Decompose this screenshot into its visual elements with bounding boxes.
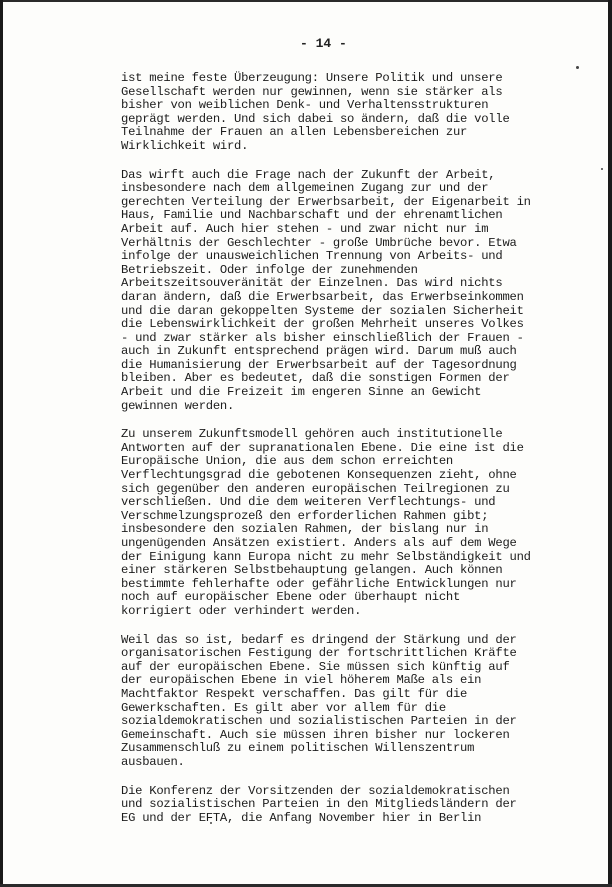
text-line: Teilnahme der Frauen an allen Lebensbereichen zur xyxy=(121,125,468,140)
text-line: und sozialistischen Parteien in den Mitgliedsländern der xyxy=(121,797,517,812)
text-line: Gemeinschaft. Auch sie müssen ihren bisher nur lockeren xyxy=(121,727,510,742)
text-line: Das wirft auch die Frage nach der Zukunft der Arbeit, xyxy=(121,167,496,182)
text-line: bestimmte fehlerhafte oder gefährliche Entwicklungen nur xyxy=(121,576,517,591)
text-line: Antworten auf der supranationalen Ebene. Die eine ist die xyxy=(121,440,524,455)
text-line: insbesondere nach dem allgemeinen Zugang zur und der xyxy=(121,181,489,196)
text-line: ungenügenden Ansätzen existiert. Anders als auf dem Wege xyxy=(121,536,517,550)
text-line: auf der europäischen Ebene. Sie müssen sich künftig auf xyxy=(121,659,510,674)
text-line: Arbeit auf. Auch hier stehen - und zwar nicht nur im xyxy=(121,221,489,236)
text-line: Verhältnis der Geschlechter - große Umbrüche bevor. Etwa xyxy=(121,235,517,250)
text-line: infolge der unausweichlichen Trennung von Arbeits- und xyxy=(121,249,503,264)
scan-speck xyxy=(601,168,603,170)
paragraph xyxy=(121,72,551,154)
text-line: daran ändern, daß die Erwerbsarbeit, das Erwerbseinkommen xyxy=(121,289,524,304)
text-line: Wirklichkeit wird. xyxy=(121,138,249,153)
scan-edge-top xyxy=(0,0,612,2)
text-line: EG und der EFTA, die Anfang November hier in Berlin xyxy=(121,810,482,825)
text-line: noch auf europäischer Ebene oder überhaupt nicht xyxy=(121,590,461,605)
text-line: Verschmelzungsprozeß den erforderlichen Rahmen gibt; xyxy=(121,508,489,523)
text-line: Europäische Union, die aus dem schon erreichten xyxy=(121,454,453,469)
document-body xyxy=(121,72,551,840)
text-line: sozialdemokratischen und sozialistischen Parteien in der xyxy=(121,714,517,729)
text-line: Weil das so ist, bedarf es dringend der Stärkung und der xyxy=(121,632,517,647)
text-line: sich gegenüber den anderen europäischen Teilregionen zu xyxy=(121,481,510,496)
text-line: Gewerkschaften. Es gilt aber vor allem für die xyxy=(121,700,446,715)
text-line: der europäischen Ebene in viel höherem Maße als ein xyxy=(121,673,482,688)
text-line: Machtfaktor Respekt verschaffen. Das gilt für die xyxy=(121,686,468,701)
paragraph xyxy=(121,785,551,826)
text-line: der Einigung kann Europa nicht zu mehr Selbständigkeit und xyxy=(121,549,531,564)
text-line: korrigiert oder verhindert werden. xyxy=(121,603,362,618)
text-line: Verflechtungsgrad die gebotenen Konsequenzen zieht, ohne xyxy=(121,468,517,483)
text-line: insbesondere den sozialen Rahmen, der bislang nur in xyxy=(121,522,489,537)
text-line: Zusammenschluß zu einem politischen Willenszentrum xyxy=(121,741,475,756)
text-line: gewinnen werden. xyxy=(121,398,235,413)
text-line: Die Konferenz der Vorsitzenden der sozialdemokratischen xyxy=(121,783,510,798)
text-line: Arbeit und die Freizeit im engeren Sinne an Gewicht xyxy=(121,385,482,400)
text-line: Arbeitszeitsouveränität der Einzelnen. Das wird nichts xyxy=(121,276,503,291)
text-line: die Lebenswirklichkeit der großen Mehrheit unseres Volkes xyxy=(121,317,524,332)
text-line: - und zwar stärker als bisher einschließlich der Frauen - xyxy=(121,330,524,345)
text-line: die Humanisierung der Erwerbsarbeit auf der Tagesordnung xyxy=(121,357,517,372)
text-line: Betriebszeit. Oder infolge der zunehmenden xyxy=(121,262,418,277)
text-line: Haus, Familie und Nachbarschaft und der ehrenamtlichen xyxy=(121,208,503,223)
text-line: einer stärkeren Selbstbehauptung gelangen. Auch können xyxy=(121,563,503,578)
text-line: verschließen. Und die dem weiteren Verflechtungs- und xyxy=(121,495,496,510)
text-line: Gesellschaft werden nur gewinnen, wenn sie stärker als xyxy=(121,84,503,99)
paragraph xyxy=(121,634,551,770)
text-line: bisher von weiblichen Denk- und Verhaltensstrukturen xyxy=(121,98,489,113)
scan-edge-left xyxy=(0,0,3,887)
page-number: - 14 - xyxy=(300,36,347,51)
paragraph xyxy=(121,169,551,414)
text-line: Zu unserem Zukunftsmodell gehören auch institutionelle xyxy=(121,427,503,442)
text-line: organisatorischen Festigung der fortschrittlichen Kräfte xyxy=(121,646,517,661)
text-line: und die daran gekoppelten Systeme der sozialen Sicherheit xyxy=(121,303,524,318)
paragraph xyxy=(121,428,551,618)
text-line: auch in Zukunft entsprechend prägen wird. Darum muß auch xyxy=(121,344,517,359)
text-line: geprägt werden. Und sich dabei so ändern, daß die volle xyxy=(121,111,510,126)
scan-speck xyxy=(576,66,579,69)
text-line: ist meine feste Überzeugung: Unsere Politik und unsere xyxy=(121,71,503,85)
scan-edge-right xyxy=(608,0,612,887)
text-line: ausbauen. xyxy=(121,754,185,769)
text-line: bleiben. Aber es bedeutet, daß die sonstigen Formen der xyxy=(121,371,510,386)
text-line: gerechten Verteilung der Erwerbsarbeit, der Eigenarbeit in xyxy=(121,194,531,209)
